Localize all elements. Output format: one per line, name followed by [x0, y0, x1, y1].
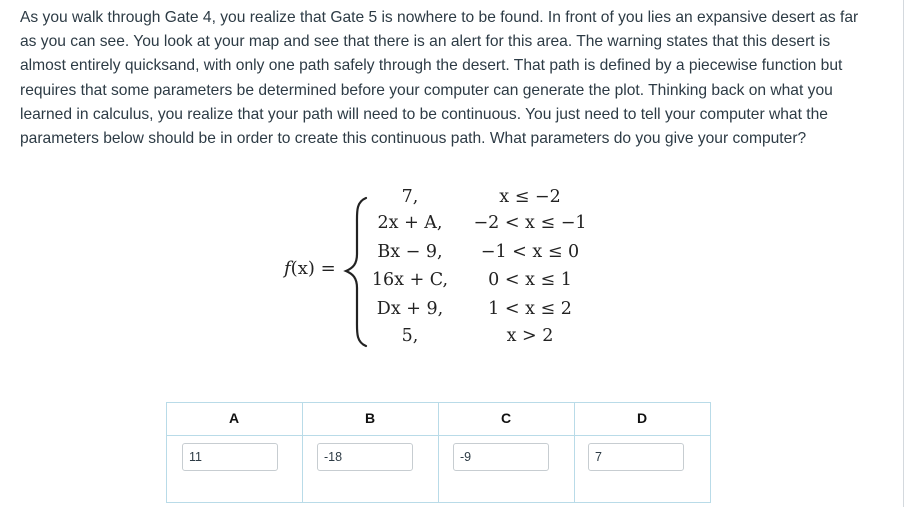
problem-text: As you walk through Gate 4, you realize that Gate 5 is nowhere to be found. In front of you lies an expansive desert as far as you can see. You look at your map and see that there is an alert for this area. The warning states that this desert is almost entirely quicksand, with only one path safely through the desert. That path is defined by a piecewise function but requires that some parameters be determined before your computer can generate the plot. Thinking back on what you learned in calculus, you realize that your path will need to be continuous. You just need to tell your computer what the parameters below should be in order to create this continuous path. What parameters do you give your computer?	[20, 9, 859, 148]
case-expression: Bx − 9,	[377, 242, 443, 262]
answer-input-c[interactable]	[453, 443, 549, 471]
case-expression: 5,	[401, 326, 419, 346]
case-expression: Dx + 9,	[376, 299, 444, 319]
case-condition: −2 < x ≤ −1	[473, 213, 587, 233]
case-expression: 2x + A,	[377, 213, 443, 233]
case-condition: −1 < x ≤ 0	[480, 242, 580, 262]
case-condition: x > 2	[506, 326, 554, 346]
column-header-b: B	[364, 410, 376, 426]
case-condition: x ≤ −2	[499, 187, 561, 207]
function-name: f	[284, 258, 291, 279]
case-expression: 16x + C,	[371, 270, 449, 290]
case-condition: 0 < x ≤ 1	[488, 270, 572, 290]
answer-input-d[interactable]	[588, 443, 684, 471]
column-header-c: C	[500, 410, 512, 426]
case-expression: 7,	[401, 187, 419, 207]
column-header-a: A	[228, 410, 240, 426]
answer-input-a[interactable]	[182, 443, 278, 471]
column-header-d: D	[636, 410, 648, 426]
case-condition: 1 < x ≤ 2	[488, 299, 572, 319]
answer-input-b[interactable]	[317, 443, 413, 471]
function-arg: (x) =	[290, 258, 336, 279]
